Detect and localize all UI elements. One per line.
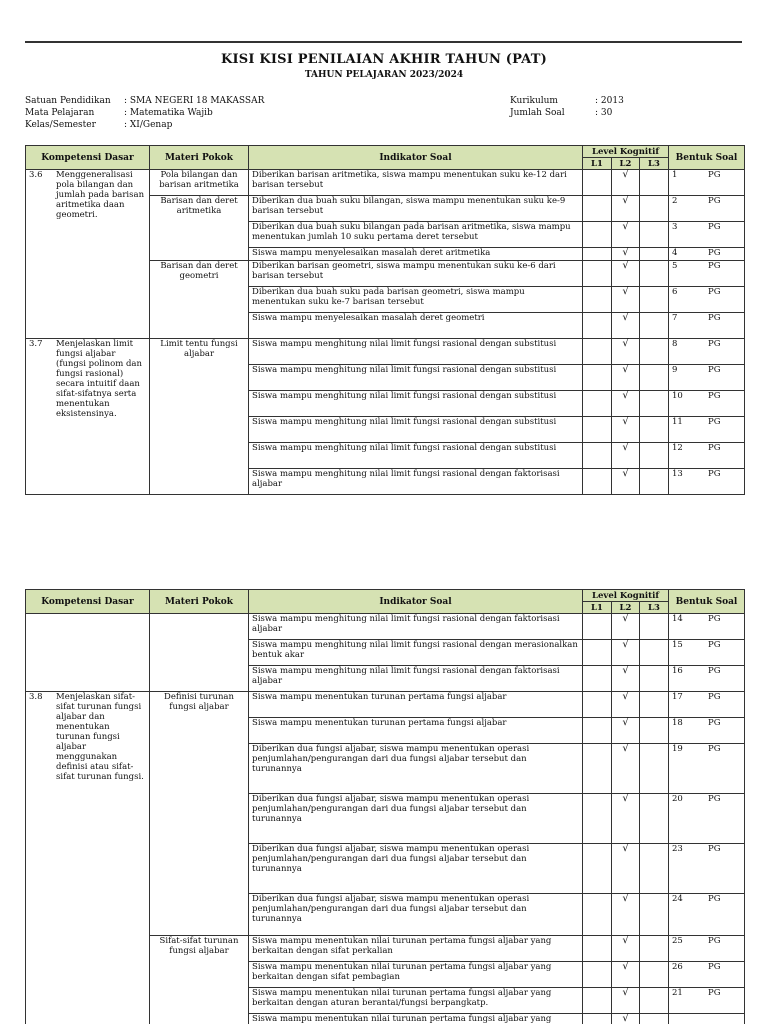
indikator-cell: Siswa mampu menghitung nilai limit fungsi rasional dengan faktorisasi aljabar (249, 614, 583, 640)
col-header-l1: L1 (583, 602, 612, 614)
question-number: 21 (672, 988, 683, 998)
question-number: 10 (672, 391, 683, 401)
level-l1-cell (583, 313, 612, 339)
kd-content (29, 692, 146, 782)
level-l1-cell (583, 844, 612, 894)
check-icon: √ (622, 893, 629, 904)
level-l1-cell (583, 962, 612, 988)
level-l1-cell (583, 196, 612, 222)
col-header-l3: L3 (640, 602, 669, 614)
bentuk-soal-content (672, 170, 741, 180)
level-l2-check (612, 443, 640, 469)
question-number: 11 (672, 417, 683, 427)
indikator-cell: Diberikan dua buah suku bilangan pada barisan aritmetika, siswa mampu menentukan jumlah 10 suku pertama deret tersebut (249, 222, 583, 248)
level-l2-check (612, 313, 640, 339)
bentuk-soal-cell (669, 469, 745, 495)
level-l1-cell (583, 1014, 612, 1024)
indikator-cell: Siswa mampu menghitung nilai limit fungsi rasional dengan substitusi (249, 443, 583, 469)
col-header-l2: L2 (612, 602, 640, 614)
col-header-l2: L2 (612, 158, 640, 170)
kd-cell (26, 692, 150, 1024)
level-l1-cell (583, 718, 612, 744)
bentuk-soal-cell (669, 248, 745, 261)
check-icon: √ (622, 169, 629, 180)
indikator-cell: Siswa mampu menentukan nilai turunan pertama fungsi aljabar yang (249, 1014, 583, 1024)
level-l1-cell (583, 287, 612, 313)
bentuk-soal-cell (669, 391, 745, 417)
level-l3-cell (640, 666, 669, 692)
bentuk-soal-cell (669, 287, 745, 313)
kd-text: Menjelaskan sifat-sifat turunan fungsi aljabar dan menentukan turunan fungsi aljabar menggunakan definisi atau sifat-sifat turunan fungsi. (56, 692, 144, 782)
level-l1-cell (583, 417, 612, 443)
page-title: KISI KISI PENILAIAN AKHIR TAHUN (PAT) (221, 52, 547, 67)
level-l3-cell (640, 417, 669, 443)
question-type: PG (708, 962, 721, 972)
check-icon: √ (622, 717, 629, 728)
level-l3-cell (640, 313, 669, 339)
level-l2-check (612, 248, 640, 261)
question-number: 2 (672, 196, 678, 206)
meta-value: : SMA NEGERI 18 MAKASSAR (124, 96, 265, 106)
indikator-cell: Siswa mampu menentukan nilai turunan pertama fungsi aljabar yang berkaitan dengan sifat perkalian (249, 936, 583, 962)
question-type: PG (708, 443, 721, 453)
indikator-cell: Diberikan barisan geometri, siswa mampu menentukan suku ke-6 dari barisan tersebut (249, 261, 583, 287)
question-type: PG (708, 936, 721, 946)
col-header-level: Level Kognitif (583, 590, 669, 602)
level-l1-cell (583, 469, 612, 495)
check-icon: √ (622, 195, 629, 206)
question-number: 8 (672, 339, 678, 349)
question-type: PG (708, 894, 721, 904)
level-l2-check (612, 744, 640, 794)
question-type: PG (708, 718, 721, 728)
question-type: PG (708, 666, 721, 676)
question-type: PG (708, 794, 721, 804)
level-l3-cell (640, 443, 669, 469)
level-l2-check (612, 222, 640, 248)
question-type: PG (708, 640, 721, 650)
meta-key: Satuan Pendidikan (25, 96, 111, 106)
bentuk-soal-cell (669, 794, 745, 844)
check-icon: √ (622, 338, 629, 349)
check-icon: √ (622, 1013, 629, 1024)
table-row (26, 692, 745, 718)
question-number: 18 (672, 718, 683, 728)
col-header-kd: Kompetensi Dasar (26, 590, 150, 614)
bentuk-soal-cell (669, 1014, 745, 1024)
question-type: PG (708, 170, 721, 180)
check-icon: √ (622, 247, 629, 258)
level-l1-cell (583, 222, 612, 248)
check-icon: √ (622, 390, 629, 401)
bentuk-soal-content (672, 794, 741, 804)
question-number: 26 (672, 962, 683, 972)
level-l3-cell (640, 339, 669, 365)
level-l3-cell (640, 261, 669, 287)
meta-right (510, 95, 624, 119)
question-number: 16 (672, 666, 683, 676)
kisi-table-2 (25, 589, 745, 1024)
level-l1-cell (583, 339, 612, 365)
col-header-ind: Indikator Soal (249, 146, 583, 170)
level-l2-check (612, 1014, 640, 1024)
question-number: 12 (672, 443, 683, 453)
bentuk-soal-cell (669, 339, 745, 365)
level-l2-check (612, 666, 640, 692)
question-type: PG (708, 196, 721, 206)
check-icon: √ (622, 743, 629, 754)
kd-code: 3.6 (29, 170, 43, 180)
bentuk-soal-content (672, 261, 741, 271)
check-icon: √ (622, 221, 629, 232)
level-l3-cell (640, 692, 669, 718)
check-icon: √ (622, 312, 629, 323)
bentuk-soal-cell (669, 365, 745, 391)
level-l1-cell (583, 692, 612, 718)
level-l2-check (612, 261, 640, 287)
indikator-cell: Siswa mampu menghitung nilai limit fungsi rasional dengan faktorisasi aljabar (249, 666, 583, 692)
indikator-cell: Siswa mampu menghitung nilai limit fungsi rasional dengan substitusi (249, 365, 583, 391)
question-type: PG (708, 469, 721, 479)
check-icon: √ (622, 987, 629, 998)
indikator-cell: Siswa mampu menentukan nilai turunan pertama fungsi aljabar yang berkaitan dengan sifat pembagian (249, 962, 583, 988)
col-header-kd: Kompetensi Dasar (26, 146, 150, 170)
question-number: 3 (672, 222, 678, 232)
bentuk-soal-content (672, 287, 741, 297)
table-row (26, 614, 745, 640)
kd-content (29, 170, 146, 220)
level-l1-cell (583, 365, 612, 391)
meta-value: : 2013 (595, 96, 624, 106)
level-l1-cell (583, 744, 612, 794)
question-type: PG (708, 988, 721, 998)
question-number: 19 (672, 744, 683, 754)
check-icon: √ (622, 416, 629, 427)
indikator-cell: Siswa mampu menentukan turunan pertama fungsi aljabar (249, 718, 583, 744)
indikator-cell: Diberikan dua fungsi aljabar, siswa mampu menentukan operasi penjumlahan/pengurangan dari dua fungsi aljabar tersebut dan turunannya (249, 894, 583, 936)
level-l1-cell (583, 988, 612, 1014)
bentuk-soal-cell (669, 261, 745, 287)
col-header-l1: L1 (583, 158, 612, 170)
question-type: PG (708, 614, 721, 624)
indikator-cell: Diberikan dua buah suku pada barisan geometri, siswa mampu menentukan suku ke-7 barisan tersebut (249, 287, 583, 313)
level-l3-cell (640, 287, 669, 313)
question-number: 25 (672, 936, 683, 946)
materi-pokok-cell: Barisan dan deret aritmetika (150, 196, 249, 261)
bentuk-soal-content (672, 744, 741, 754)
question-number: 6 (672, 287, 678, 297)
bentuk-soal-content (672, 196, 741, 206)
level-l1-cell (583, 614, 612, 640)
bentuk-soal-cell (669, 988, 745, 1014)
level-l2-check (612, 469, 640, 495)
bentuk-soal-cell (669, 666, 745, 692)
indikator-cell: Siswa mampu menentukan nilai turunan pertama fungsi aljabar yang berkaitan dengan aturan berantai/fungsi berpangkatp. (249, 988, 583, 1014)
question-number: 17 (672, 692, 683, 702)
level-l1-cell (583, 248, 612, 261)
question-number: 20 (672, 794, 683, 804)
col-header-bentuk: Bentuk Soal (669, 146, 745, 170)
level-l1-cell (583, 666, 612, 692)
question-type: PG (708, 844, 721, 854)
kd-code: 3.8 (29, 692, 43, 702)
kd-cell (26, 170, 150, 339)
bentuk-soal-content (672, 962, 741, 972)
bentuk-soal-cell (669, 196, 745, 222)
bentuk-soal-content (672, 894, 741, 904)
question-type: PG (708, 287, 721, 297)
bentuk-soal-cell (669, 170, 745, 196)
question-number: 24 (672, 894, 683, 904)
question-type: PG (708, 417, 721, 427)
level-l3-cell (640, 718, 669, 744)
check-icon: √ (622, 961, 629, 972)
materi-pokok-cell: Limit tentu fungsi aljabar (150, 339, 249, 495)
bentuk-soal-cell (669, 417, 745, 443)
col-header-bentuk: Bentuk Soal (669, 590, 745, 614)
bentuk-soal-cell (669, 640, 745, 666)
check-icon: √ (622, 442, 629, 453)
bentuk-soal-cell (669, 614, 745, 640)
bentuk-soal-content (672, 844, 741, 854)
level-l3-cell (640, 391, 669, 417)
bentuk-soal-cell (669, 936, 745, 962)
level-l2-check (612, 339, 640, 365)
check-icon: √ (622, 843, 629, 854)
level-l2-check (612, 794, 640, 844)
level-l3-cell (640, 936, 669, 962)
bentuk-soal-cell (669, 894, 745, 936)
question-number: 14 (672, 614, 683, 624)
indikator-cell: Diberikan barisan aritmetika, siswa mampu menentukan suku ke-12 dari barisan tersebut (249, 170, 583, 196)
bentuk-soal-cell (669, 222, 745, 248)
level-l3-cell (640, 794, 669, 844)
level-l1-cell (583, 894, 612, 936)
kd-code: 3.7 (29, 339, 43, 349)
bentuk-soal-content (672, 988, 741, 998)
level-l2-check (612, 365, 640, 391)
materi-pokok-cell: Pola bilangan dan barisan aritmetika (150, 170, 249, 196)
indikator-cell: Siswa mampu menentukan turunan pertama fungsi aljabar (249, 692, 583, 718)
bentuk-soal-content (672, 313, 741, 323)
level-l1-cell (583, 261, 612, 287)
kisi-table-1 (25, 145, 745, 495)
bentuk-soal-content (672, 640, 741, 650)
materi-pokok-cell: Sifat-sifat turunan fungsi aljabar (150, 936, 249, 1024)
bentuk-soal-cell (669, 443, 745, 469)
question-type: PG (708, 261, 721, 271)
question-number: 7 (672, 313, 678, 323)
level-l3-cell (640, 744, 669, 794)
check-icon: √ (622, 935, 629, 946)
level-l2-check (612, 614, 640, 640)
table-row (26, 170, 745, 196)
bentuk-soal-cell (669, 313, 745, 339)
col-header-level: Level Kognitif (583, 146, 669, 158)
indikator-cell: Siswa mampu menyelesaikan masalah deret aritmetika (249, 248, 583, 261)
check-icon: √ (622, 691, 629, 702)
level-l2-check (612, 718, 640, 744)
level-l2-check (612, 391, 640, 417)
indikator-cell: Siswa mampu menyelesaikan masalah deret geometri (249, 313, 583, 339)
level-l2-check (612, 196, 640, 222)
question-type: PG (708, 339, 721, 349)
question-number: 1 (672, 170, 678, 180)
level-l3-cell (640, 196, 669, 222)
col-header-mp: Materi Pokok (150, 590, 249, 614)
bentuk-soal-content (672, 222, 741, 232)
col-header-mp: Materi Pokok (150, 146, 249, 170)
level-l3-cell (640, 365, 669, 391)
level-l2-check (612, 640, 640, 666)
level-l1-cell (583, 391, 612, 417)
bentuk-soal-content (672, 365, 741, 375)
meta-key: Jumlah Soal (510, 108, 565, 118)
level-l3-cell (640, 222, 669, 248)
kd-cell-empty (26, 614, 150, 692)
indikator-cell: Diberikan dua buah suku bilangan, siswa mampu menentukan suku ke-9 barisan tersebut (249, 196, 583, 222)
table-row (26, 339, 745, 365)
level-l2-check (612, 417, 640, 443)
indikator-cell: Siswa mampu menghitung nilai limit fungsi rasional dengan faktorisasi aljabar (249, 469, 583, 495)
meta-key: Mata Pelajaran (25, 108, 95, 118)
indikator-cell: Siswa mampu menghitung nilai limit fungsi rasional dengan substitusi (249, 391, 583, 417)
question-type: PG (708, 222, 721, 232)
level-l1-cell (583, 794, 612, 844)
indikator-cell: Diberikan dua fungsi aljabar, siswa mampu menentukan operasi penjumlahan/pengurangan dari dua fungsi aljabar tersebut dan turunannya (249, 844, 583, 894)
level-l3-cell (640, 248, 669, 261)
bentuk-soal-content (672, 417, 741, 427)
level-l3-cell (640, 469, 669, 495)
question-type: PG (708, 313, 721, 323)
level-l1-cell (583, 170, 612, 196)
meta-key: Kelas/Semester (25, 120, 96, 130)
level-l2-check (612, 936, 640, 962)
check-icon: √ (622, 613, 629, 624)
meta-value: : Matematika Wajib (124, 108, 213, 118)
level-l2-check (612, 988, 640, 1014)
bentuk-soal-content (672, 443, 741, 453)
level-l2-check (612, 894, 640, 936)
level-l2-check (612, 287, 640, 313)
level-l1-cell (583, 640, 612, 666)
check-icon: √ (622, 639, 629, 650)
question-number: 9 (672, 365, 678, 375)
indikator-cell: Diberikan dua fungsi aljabar, siswa mampu menentukan operasi penjumlahan/pengurangan dari dua fungsi aljabar tersebut dan turunannya (249, 794, 583, 844)
bentuk-soal-cell (669, 744, 745, 794)
question-number: 13 (672, 469, 683, 479)
level-l3-cell (640, 894, 669, 936)
level-l2-check (612, 844, 640, 894)
bentuk-soal-content (672, 248, 741, 258)
check-icon: √ (622, 665, 629, 676)
question-type: PG (708, 692, 721, 702)
meta-value: : XI/Genap (124, 120, 173, 130)
level-l3-cell (640, 962, 669, 988)
bentuk-soal-content (672, 666, 741, 676)
check-icon: √ (622, 260, 629, 271)
level-l2-check (612, 170, 640, 196)
level-l3-cell (640, 1014, 669, 1024)
level-l3-cell (640, 988, 669, 1014)
level-l2-check (612, 962, 640, 988)
bentuk-soal-cell (669, 692, 745, 718)
indikator-cell: Siswa mampu menghitung nilai limit fungsi rasional dengan merasionalkan bentuk akar (249, 640, 583, 666)
kd-text: Menjelaskan limit fungsi aljabar (fungsi polinom dan fungsi rasional) secara intuitif daan sifat-sifatnya serta menentukan eksistensinya. (56, 339, 142, 419)
question-type: PG (708, 248, 721, 258)
kd-text: Menggeneralisasi pola bilangan dan jumlah pada barisan aritmetika daan geometri. (56, 170, 145, 220)
bentuk-soal-cell (669, 962, 745, 988)
indikator-cell: Diberikan dua fungsi aljabar, siswa mampu menentukan operasi penjumlahan/pengurangan dari dua fungsi aljabar tersebut dan turunannya (249, 744, 583, 794)
materi-pokok-cell: Barisan dan deret geometri (150, 261, 249, 339)
question-type: PG (708, 365, 721, 375)
level-l3-cell (640, 170, 669, 196)
kd-content (29, 339, 146, 419)
bentuk-soal-content (672, 469, 741, 479)
meta-key: Kurikulum (510, 96, 558, 106)
col-header-l3: L3 (640, 158, 669, 170)
question-number: 15 (672, 640, 683, 650)
question-number: 23 (672, 844, 683, 854)
meta-left (25, 95, 264, 131)
materi-pokok-cell: Definisi turunan fungsi aljabar (150, 692, 249, 936)
bentuk-soal-content (672, 718, 741, 728)
check-icon: √ (622, 364, 629, 375)
level-l3-cell (640, 614, 669, 640)
question-type: PG (708, 744, 721, 754)
page-subtitle: TAHUN PELAJARAN 2023/2024 (304, 70, 464, 80)
question-type: PG (708, 391, 721, 401)
level-l3-cell (640, 844, 669, 894)
level-l3-cell (640, 640, 669, 666)
bentuk-soal-cell (669, 718, 745, 744)
bentuk-soal-content (672, 692, 741, 702)
check-icon: √ (622, 286, 629, 297)
indikator-cell: Siswa mampu menghitung nilai limit fungsi rasional dengan substitusi (249, 339, 583, 365)
check-icon: √ (622, 468, 629, 479)
bentuk-soal-cell (669, 844, 745, 894)
check-icon: √ (622, 793, 629, 804)
question-number: 4 (672, 248, 678, 258)
top-rule (25, 41, 742, 43)
question-number: 5 (672, 261, 678, 271)
bentuk-soal-content (672, 936, 741, 946)
meta-value: : 30 (595, 108, 613, 118)
level-l2-check (612, 692, 640, 718)
bentuk-soal-content (672, 391, 741, 401)
bentuk-soal-content (672, 339, 741, 349)
indikator-cell: Siswa mampu menghitung nilai limit fungsi rasional dengan substitusi (249, 417, 583, 443)
level-l1-cell (583, 936, 612, 962)
col-header-ind: Indikator Soal (249, 590, 583, 614)
level-l1-cell (583, 443, 612, 469)
materi-pokok-cell-empty (150, 614, 249, 692)
kd-cell (26, 339, 150, 495)
bentuk-soal-content (672, 614, 741, 624)
